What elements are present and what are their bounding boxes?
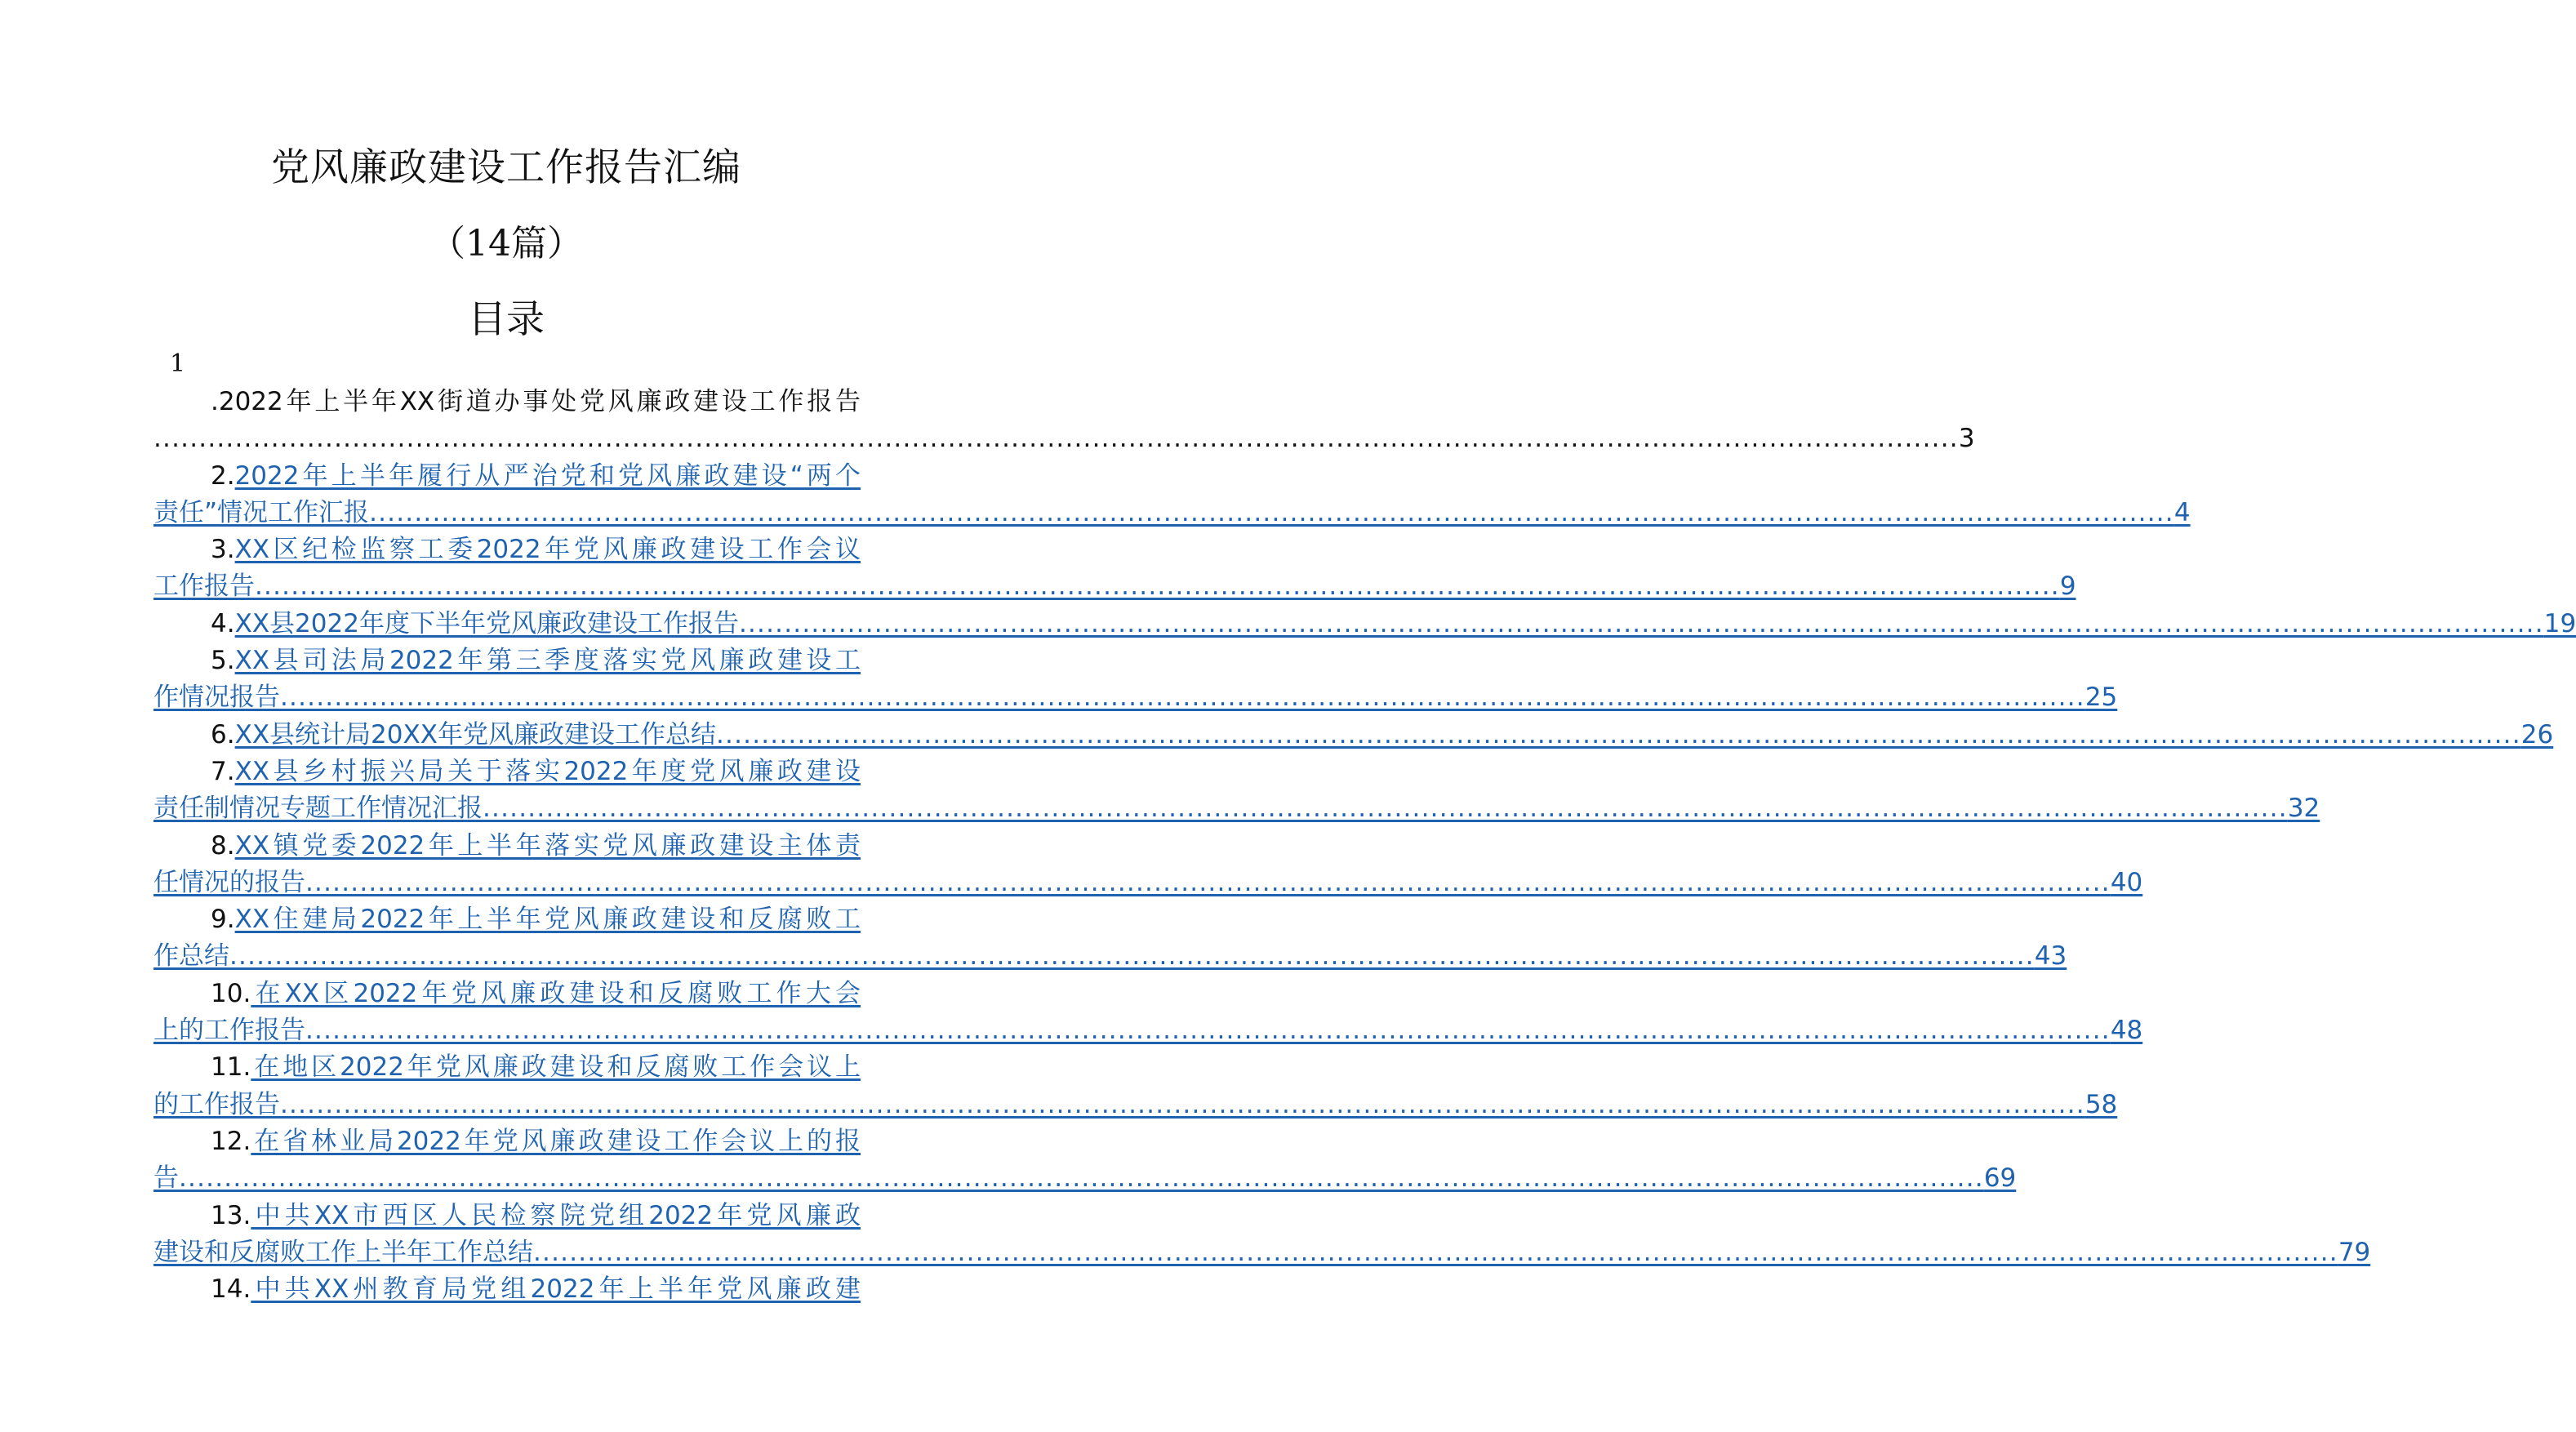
toc-entry[interactable] <box>153 717 2554 754</box>
toc-entry-title[interactable]: XX县乡村振兴局关于落实2022年度党风廉政建设 <box>234 756 861 786</box>
toc-page-number[interactable]: 4 <box>2173 497 2191 527</box>
article-count: （14篇） <box>429 223 583 265</box>
toc-entry-title[interactable]: 2022年上半年履行从严治党和党风廉政建设“两个 <box>234 460 861 491</box>
toc-page-number[interactable]: 32 <box>2287 794 2320 824</box>
toc-entry-number: 13. <box>211 1200 251 1230</box>
toc-page-number[interactable]: 26 <box>2520 719 2554 749</box>
dot-leader: ........................................................................................................................................................................................................ <box>280 1089 2085 1119</box>
toc-page-number[interactable]: 69 <box>1983 1163 2017 1194</box>
toc-entry-title[interactable]: 在省林业局2022年党风廉政建设工作会议上的报 <box>251 1126 861 1156</box>
toc-entry[interactable] <box>153 754 2320 828</box>
toc-entry-number: 5. <box>211 646 235 676</box>
toc-entry-title[interactable]: 作总结 <box>153 941 229 972</box>
toc-entry-title[interactable]: 上的工作报告 <box>153 1016 305 1046</box>
toc-entry-number: 7. <box>211 756 235 786</box>
toc-entry-title[interactable]: XX镇党委2022年上半年落实党风廉政建设主体责 <box>234 830 861 861</box>
toc-entry[interactable] <box>153 1049 2118 1123</box>
document-title: 党风廉政建设工作报告汇编 <box>271 145 741 190</box>
toc-page-number[interactable]: 48 <box>2110 1016 2143 1046</box>
toc-entry-number: 2. <box>211 460 235 491</box>
toc-entry-title[interactable]: 在XX区2022年党风廉政建设和反腐败工作大会 <box>251 978 861 1008</box>
toc-entry-title[interactable]: 建设和反腐败工作上半年工作总结 <box>153 1237 533 1267</box>
toc-page-number[interactable]: 58 <box>2084 1089 2118 1119</box>
toc-entry-title[interactable]: 在地区2022年党风廉政建设和反腐败工作会议上 <box>251 1052 861 1083</box>
toc-page-number[interactable]: 25 <box>2084 683 2118 713</box>
dot-leader: ........................................................................................................................................................................................................ <box>153 424 1959 454</box>
dot-leader: ........................................................................................................................................................................................................ <box>229 941 2035 972</box>
dot-leader: ........................................................................................................................................................................................................ <box>738 608 2544 638</box>
toc-entry-title[interactable]: 责任制情况专题工作情况汇报 <box>153 794 483 824</box>
toc-entry-number: 10. <box>211 978 251 1008</box>
toc-entry-number: 8. <box>211 830 235 861</box>
table-of-contents <box>153 384 2576 1308</box>
toc-entry-title[interactable]: 中共XX州教育局党组2022年上半年党风廉政建 <box>251 1274 861 1305</box>
toc-entry-number: 6. <box>211 719 235 749</box>
toc-entry-number: 12. <box>211 1126 251 1156</box>
dot-leader: ........................................................................................................................................................................................................ <box>280 683 2085 713</box>
toc-page-number[interactable]: 40 <box>2110 867 2143 897</box>
toc-page-number[interactable]: 19 <box>2543 608 2576 638</box>
toc-entry[interactable] <box>153 643 2118 717</box>
toc-entry-title[interactable]: 的工作报告 <box>153 1089 280 1119</box>
toc-entry-title[interactable]: 任情况的报告 <box>153 867 305 897</box>
dot-leader: ........................................................................................................................................................................................................ <box>255 571 2060 602</box>
toc-entry[interactable] <box>153 828 2143 902</box>
toc-entry[interactable] <box>153 458 2191 532</box>
toc-entry-title[interactable]: XX县统计局20XX年党风廉政建设工作总结 <box>234 719 716 749</box>
toc-page-number[interactable]: 79 <box>2338 1237 2371 1267</box>
toc-entry-number: 11. <box>211 1052 251 1083</box>
toc-entry-title[interactable]: 工作报告 <box>153 571 255 602</box>
toc-entry[interactable] <box>153 1271 861 1308</box>
toc-entry[interactable] <box>153 901 2067 976</box>
toc-entry-title[interactable]: 责任”情况工作汇报 <box>153 497 370 527</box>
toc-entry-number: 14. <box>211 1274 251 1305</box>
toc-entry-title[interactable]: 作情况报告 <box>153 683 280 713</box>
toc-page-number: 3 <box>1958 424 1975 454</box>
toc-page-number[interactable]: 9 <box>2059 571 2076 602</box>
toc-page-number[interactable]: 43 <box>2034 941 2067 972</box>
toc-entry-title[interactable]: 中共XX市西区人民检察院党组2022年党风廉政 <box>251 1200 861 1230</box>
toc-entry <box>153 384 1975 458</box>
toc-entry[interactable] <box>153 606 2576 643</box>
toc-entry[interactable] <box>153 1123 2017 1198</box>
toc-entry-title[interactable]: XX住建局2022年上半年党风廉政建设和反腐败工 <box>234 905 861 935</box>
toc-entry-title[interactable]: XX区纪检监察工委2022年党风廉政建设工作会议 <box>234 535 861 565</box>
dot-leader: ........................................................................................................................................................................................................ <box>533 1237 2338 1267</box>
toc-entry-number: 3. <box>211 535 235 565</box>
toc-entry[interactable] <box>153 531 2076 606</box>
dot-leader: ........................................................................................................................................................................................................ <box>305 1016 2111 1046</box>
toc-entry-title[interactable]: XX县2022年度下半年党风廉政建设工作报告 <box>234 608 739 638</box>
toc-entry-number: 4. <box>211 608 235 638</box>
toc-entry-title: .2022年上半年XX街道办事处党风廉政建设工作报告 <box>211 387 861 416</box>
dot-leader: ........................................................................................................................................................................................................ <box>179 1163 1984 1194</box>
toc-entry-number: 9. <box>211 905 235 935</box>
dot-leader: ........................................................................................................................................................................................................ <box>369 497 2174 527</box>
page-number-mark: 1 <box>170 349 186 378</box>
toc-entry[interactable] <box>153 1198 2371 1272</box>
dot-leader: ........................................................................................................................................................................................................ <box>305 867 2111 897</box>
toc-entry[interactable] <box>153 976 2143 1050</box>
dot-leader: ........................................................................................................................................................................................................ <box>715 719 2521 749</box>
toc-entry-title[interactable]: XX县司法局2022年第三季度落实党风廉政建设工 <box>234 646 861 676</box>
dot-leader: ........................................................................................................................................................................................................ <box>483 794 2288 824</box>
toc-entry-title[interactable]: 告 <box>153 1163 179 1194</box>
toc-heading: 目录 <box>468 297 545 342</box>
